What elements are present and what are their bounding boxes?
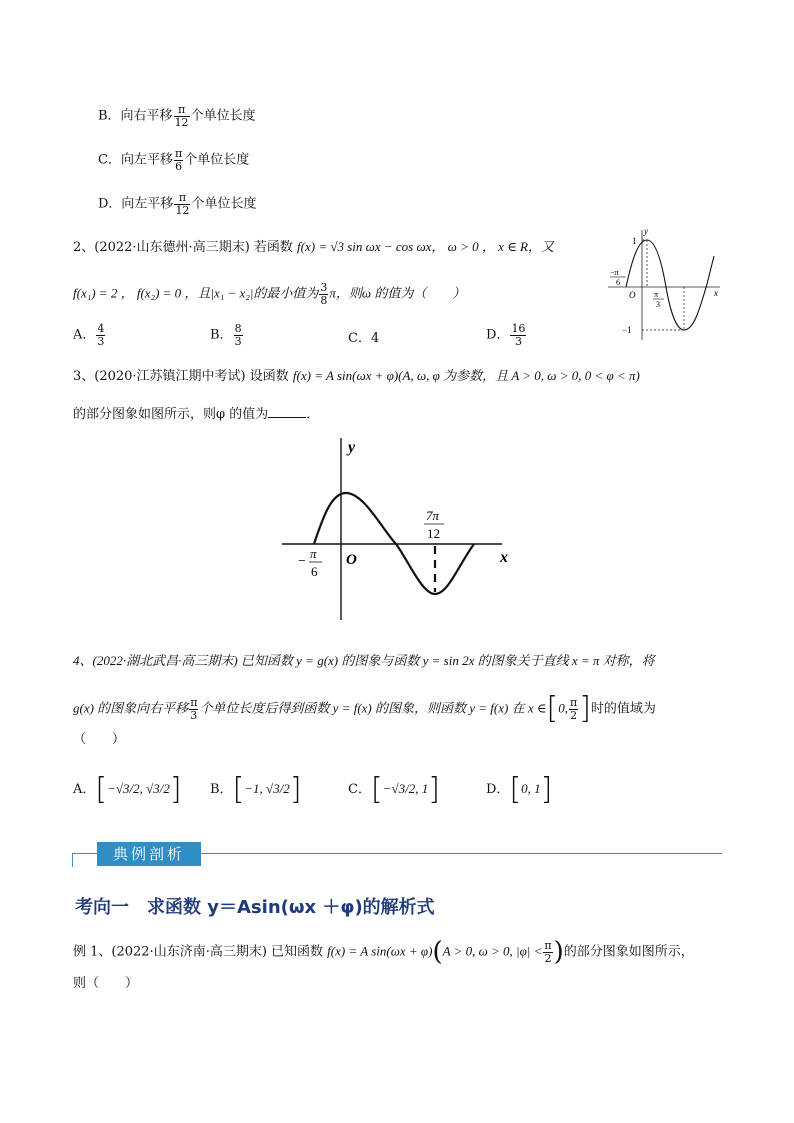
q3-sine-graph — [280, 434, 520, 624]
option-value: −1, √3/2 — [244, 781, 290, 796]
fraction — [189, 697, 198, 721]
option-tail: 个单位长度 — [184, 152, 250, 168]
left-bracket-glyph: [ — [370, 772, 383, 807]
fraction-num: 3 — [320, 281, 328, 294]
q4-option-a — [73, 772, 182, 807]
option-label: B． — [210, 782, 233, 797]
fraction-den: 12 — [174, 115, 189, 129]
q4-line-2 — [73, 691, 656, 726]
q1-option-d — [98, 192, 256, 216]
ex1-question: 则（ ） — [73, 976, 139, 991]
fraction — [174, 148, 183, 172]
q4-paren: （ ） — [73, 732, 126, 747]
neg-tick-sign: − — [298, 554, 306, 569]
sine-curve — [626, 240, 714, 330]
fraction-num: 4 — [97, 322, 105, 335]
interval-start: 0, — [558, 700, 568, 716]
fraction — [319, 282, 328, 306]
right-paren-glyph: ) — [553, 937, 564, 967]
option-label: A． — [73, 782, 96, 797]
q2-line-2 — [73, 282, 465, 306]
left-bracket-glyph: [ — [546, 691, 559, 726]
answer-blank[interactable] — [268, 405, 306, 418]
option-tail: 个单位长度 — [191, 196, 257, 212]
q3-question: 的部分图象如图所示，则φ 的值为 — [73, 407, 269, 422]
y-label: y — [348, 439, 356, 456]
q2-question: π，则ω 的值为（ ） — [329, 285, 466, 301]
option-label: C． — [348, 782, 371, 797]
q2-option-a — [73, 323, 106, 347]
q4-option-d — [486, 772, 552, 807]
q2-line-1 — [73, 240, 554, 254]
q2-given: f(x₁) = 2 ， f(x₂) = 0 ，且|x₁ − x₂|的最小值为 — [73, 285, 319, 301]
ex1-line-2 — [73, 977, 138, 990]
q4-line-1 — [73, 654, 655, 668]
left-paren-glyph: ( — [432, 937, 443, 967]
q4-line-3 — [73, 733, 125, 746]
option-label: D． — [486, 782, 510, 797]
fraction — [569, 697, 578, 721]
fraction-den: 8 — [320, 293, 328, 307]
q4-option-b — [210, 772, 302, 807]
fraction-num: π — [544, 938, 552, 952]
q1-option-b — [98, 104, 256, 128]
fraction-num: 8 — [234, 322, 242, 335]
q3-line-2 — [73, 405, 319, 421]
neg-tick-num: π — [310, 546, 317, 561]
fraction — [543, 940, 552, 964]
option-label: B． — [210, 327, 233, 343]
q4-option-c — [348, 772, 440, 807]
tick-one: 1 — [632, 236, 637, 246]
q2-option-c — [348, 327, 379, 346]
right-bracket-glyph: ] — [169, 772, 182, 807]
option-tail: 个单位长度 — [190, 108, 256, 124]
q3-line-1 — [73, 369, 640, 383]
pos-tick-num: 7π — [426, 508, 440, 523]
q2-function: f(x) = √3 sin ωx − cos ωx — [297, 239, 432, 254]
y-label: y — [644, 226, 648, 236]
option-label: C． — [348, 331, 371, 346]
pos-tick-den: 12 — [427, 526, 440, 541]
option-label: D． — [486, 327, 510, 343]
fraction-den: 3 — [234, 334, 242, 348]
fraction-num: π — [190, 695, 198, 709]
x-label: x — [714, 288, 718, 298]
section-divider-tick — [72, 853, 73, 867]
fraction-den: 6 — [175, 159, 183, 173]
option-value: −√3/2, √3/2 — [107, 781, 170, 796]
fraction-den: 3 — [190, 708, 198, 722]
fraction — [174, 192, 190, 216]
fraction — [174, 104, 190, 128]
q4-statement: 4、(2022·湖北武昌·高三期末) 已知函数 y = g(x) 的图象与函数 y = sin 2x 的图象关于直线 x = π 对称，将 — [73, 653, 655, 668]
q2-prefix: 2、(2022·山东德州·高三期末) 若函数 — [73, 240, 293, 255]
section-heading: 考向一 求函数 y＝Asin(ωx ＋φ)的解析式 — [75, 897, 435, 918]
right-bracket-glyph: ] — [579, 691, 591, 726]
fraction-num: π — [174, 192, 190, 205]
left-bracket-glyph: [ — [95, 772, 108, 807]
option-label: D．向左平移 — [98, 196, 174, 212]
q4-target-text: 个单位长度后得到函数 y = f(x) 的图象，则函数 y = f(x) 在 x ∈ — [199, 700, 547, 716]
right-bracket-glyph: ] — [428, 772, 440, 807]
option-label: A． — [73, 327, 96, 343]
neg-tick-num: −π — [610, 268, 619, 277]
option-label: B．向右平移 — [98, 108, 173, 124]
origin-label: O — [629, 290, 636, 300]
fraction-num: 16 — [511, 322, 526, 335]
ex1-prefix: 例 1、(2022·山东济南·高三期末) 已知函数 — [73, 944, 324, 960]
q4-range-text: 时的值域为 — [590, 701, 656, 717]
q2-option-d — [486, 323, 527, 347]
option-value: 4 — [370, 331, 380, 346]
fraction-den: 3 — [514, 334, 522, 348]
x-label: x — [500, 549, 508, 566]
fraction — [234, 323, 243, 347]
q1-option-c — [98, 148, 249, 172]
neg-tick-den: 6 — [616, 278, 620, 287]
fraction — [510, 323, 526, 347]
q4-shift-text: g(x) 的图象向右平移 — [73, 700, 189, 716]
option-value: −√3/2, 1 — [382, 781, 429, 796]
origin-label: O — [346, 552, 357, 568]
fraction-den: 2 — [544, 951, 552, 965]
pos-tick-num: π — [654, 290, 659, 299]
option-value: 0, 1 — [521, 781, 541, 796]
q3-prefix: 3、(2020·江苏镇江期中考试) 设函数 — [73, 369, 289, 384]
option-label: C．向左平移 — [98, 152, 173, 168]
left-bracket-glyph: [ — [232, 772, 245, 807]
q2-option-b — [210, 323, 244, 347]
fraction-num: π — [174, 147, 183, 160]
left-bracket-glyph: [ — [509, 772, 522, 807]
neg-tick-den: 6 — [311, 564, 318, 579]
q3-function: f(x) = A sin(ωx + φ)(A, ω, φ 为参数，且 A > 0, ω > 0, 0 < φ < π) — [292, 368, 640, 383]
q2-conditions: ， ω > 0 ， x ∈ R，又 — [431, 239, 554, 254]
ex1-function: f(x) = A sin(ωx + φ) — [327, 943, 433, 959]
ex1-line-1 — [73, 939, 694, 965]
fraction-den: 12 — [175, 203, 190, 217]
fraction-den: 2 — [570, 708, 578, 722]
ex1-conditions: A > 0, ω > 0, |φ| < — [442, 943, 543, 959]
section-tag: 典例剖析 — [97, 842, 201, 866]
fraction — [96, 323, 105, 347]
q2-sine-graph — [604, 224, 724, 344]
fraction-num: π — [174, 104, 190, 117]
right-bracket-glyph: ] — [289, 772, 302, 807]
tick-minus-one: −1 — [622, 325, 632, 335]
fraction-den: 3 — [97, 334, 105, 348]
fraction-num: π — [569, 695, 578, 709]
right-bracket-glyph: ] — [540, 772, 553, 807]
q3-period: ． — [306, 407, 320, 422]
pos-tick-den: 3 — [656, 300, 660, 309]
ex1-tail: 的部分图象如图所示， — [563, 944, 694, 960]
